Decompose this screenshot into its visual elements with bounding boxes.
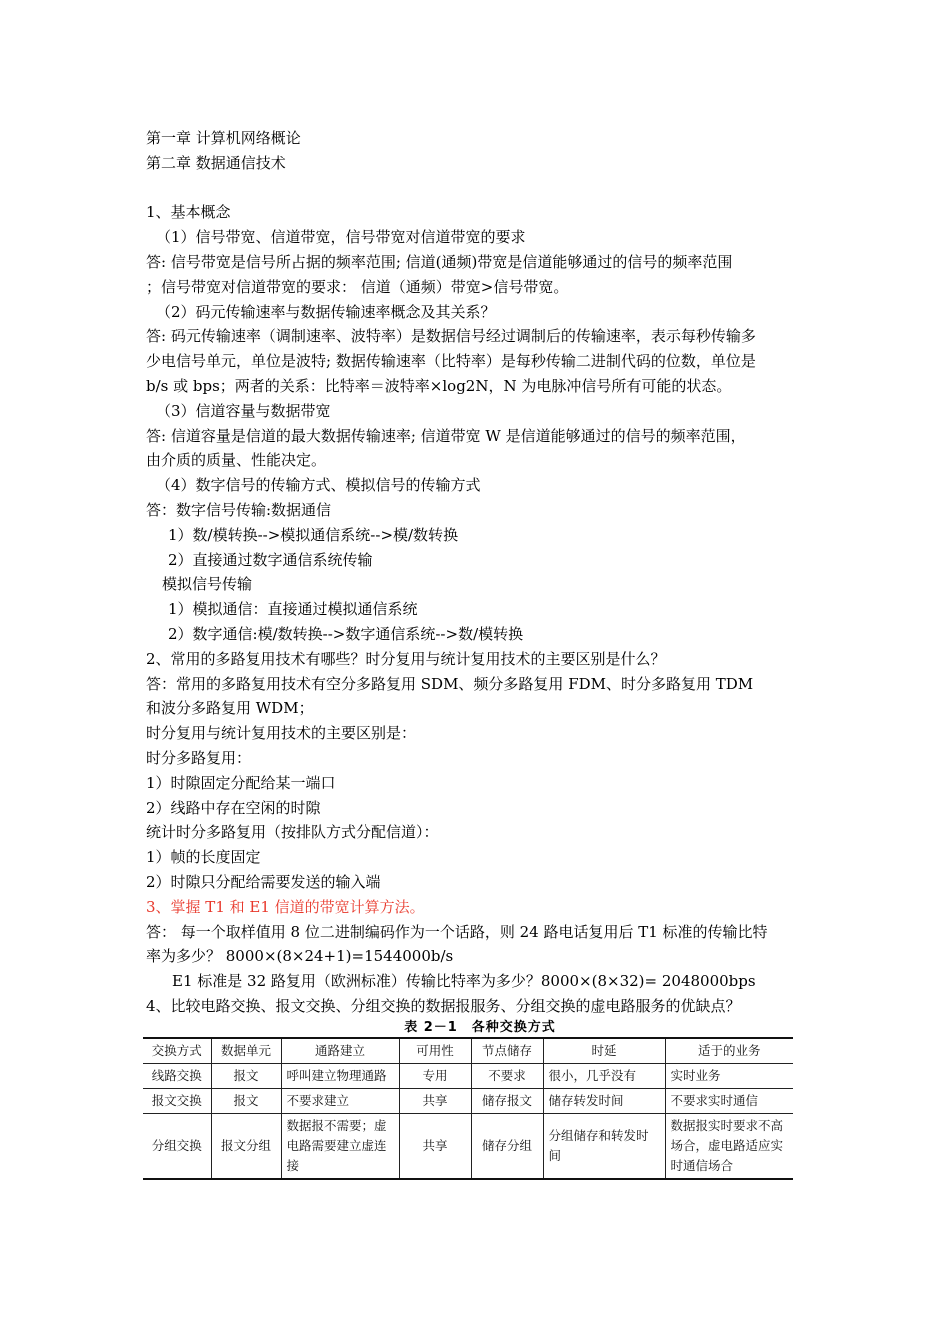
answer-1-2-line-3: b/s 或 bps；两者的关系：比特率＝波特率×log2N，N 为电脉冲信号所有可能的状态。 xyxy=(146,376,732,395)
table-cell: 储存转发时间 xyxy=(543,1089,665,1114)
answer-1-1-line-1: 答: 信号带宽是信号所占据的频率范围; 信道(通频)带宽是信道能够通过的信号的频率范围 xyxy=(146,252,733,271)
stdm-heading: 统计时分多路复用（按排队方式分配信道）： xyxy=(146,823,439,842)
stdm-item-1: 1）帧的长度固定 xyxy=(146,848,261,867)
table-cell: 共享 xyxy=(399,1089,471,1114)
header-cell: 通路建立 xyxy=(281,1038,399,1064)
stdm-item-2: 2）时隙只分配给需要发送的输入端 xyxy=(146,872,381,891)
switching-comparison-table xyxy=(143,1037,793,1180)
answer-1-4-analog: 模拟信号传输 xyxy=(162,575,253,594)
answer-1-4-digital-item-2: 2）直接通过数字通信系统传输 xyxy=(168,550,373,569)
table-cell: 不要求实时通信 xyxy=(665,1089,793,1114)
answer-2-line-3: 时分复用与统计复用技术的主要区别是： xyxy=(146,724,417,743)
table-cell: 呼叫建立物理通路 xyxy=(281,1064,399,1089)
header-cell: 可用性 xyxy=(399,1038,471,1064)
question-3: 3、掌握 T1 和 E1 信道的带宽计算方法。 xyxy=(146,897,425,916)
table-cell: 专用 xyxy=(399,1064,471,1089)
chapter-1-title: 第一章 计算机网络概论 xyxy=(146,129,301,147)
table-cell: 不要求 xyxy=(471,1064,543,1089)
answer-1-4-analog-item-1: 1）模拟通信：直接通过模拟通信系统 xyxy=(168,600,418,619)
table-cell: 分组储存和转发时间 xyxy=(543,1114,665,1180)
table-cell: 数据报实时要求不高场合，虚电路适应实时通信场合 xyxy=(665,1114,793,1180)
table-cell: 报文分组 xyxy=(211,1114,281,1180)
table-row xyxy=(143,1064,793,1089)
header-cell: 适于的业务 xyxy=(665,1038,793,1064)
answer-1-4-digital-item-1: 1）数/模转换-->模拟通信系统-->模/数转换 xyxy=(168,525,459,544)
tdm-item-2: 2）线路中存在空闲的时隙 xyxy=(146,798,321,817)
blank-line xyxy=(146,176,811,201)
document-body xyxy=(146,126,811,1019)
table-header-row xyxy=(143,1038,793,1064)
header-cell: 数据单元 xyxy=(211,1038,281,1064)
table-cell: 储存分组 xyxy=(471,1114,543,1180)
answer-1-3-line-1: 答: 信道容量是信道的最大数据传输速率; 信道带宽 W 是信道能够通过的信号的频率范围， xyxy=(146,426,746,445)
table-cell: 报文交换 xyxy=(143,1089,211,1114)
question-1-2: （2）码元传输速率与数据传输速率概念及其关系？ xyxy=(156,302,496,321)
answer-3-line-2: 率为多少？ 8000×(8×24+1)=1544000b/s xyxy=(146,947,454,966)
answer-1-2-line-2: 少电信号单元，单位是波特; 数据传输速率（比特率）是每秒传输二进制代码的位数，单位是 xyxy=(146,352,756,371)
chapter-2-title: 第二章 数据通信技术 xyxy=(146,153,286,172)
table-caption: 表 2－1 各种交换方式 xyxy=(404,1020,556,1035)
table-cell: 报文 xyxy=(211,1089,281,1114)
header-cell: 交换方式 xyxy=(143,1038,211,1064)
answer-1-4-digital: 答：数字信号传输:数据通信 xyxy=(146,500,332,519)
answer-1-3-line-2: 由介质的质量、性能决定。 xyxy=(146,451,327,470)
table-cell: 不要求建立 xyxy=(281,1089,399,1114)
answer-2-line-1: 答：常用的多路复用技术有空分多路复用 SDM、频分多路复用 FDM、时分多路复用 TDM xyxy=(146,674,754,693)
table-cell: 很小，几乎没有 xyxy=(543,1064,665,1089)
table-cell: 储存报文 xyxy=(471,1089,543,1114)
question-1-1: （1）信号带宽、信道带宽，信号带宽对信道带宽的要求 xyxy=(156,228,526,247)
question-1-3: （3）信道容量与数据带宽 xyxy=(156,401,331,420)
table-cell: 实时业务 xyxy=(665,1064,793,1089)
header-cell: 节点储存 xyxy=(471,1038,543,1064)
answer-2-line-2: 和波分多路复用 WDM； xyxy=(146,699,314,718)
section-1-heading: 1、基本概念 xyxy=(146,203,231,222)
table-cell: 报文 xyxy=(211,1064,281,1089)
question-4: 4、比较电路交换、报文交换、分组交换的数据报服务、分组交换的虚电路服务的优缺点？ xyxy=(146,996,741,1015)
question-2: 2、常用的多路复用技术有哪些？时分复用与统计复用技术的主要区别是什么？ xyxy=(146,649,666,668)
header-cell: 时延 xyxy=(543,1038,665,1064)
answer-3-line-1: 答： 每一个取样值用 8 位二进制编码作为一个话路，则 24 路电话复用后 T1 标准的传输比特 xyxy=(146,922,768,941)
answer-1-1-line-2: ；信号带宽对信道带宽的要求： 信道（通频）带宽>信号带宽。 xyxy=(146,277,569,296)
tdm-heading: 时分多路复用： xyxy=(146,748,252,767)
table-row xyxy=(143,1114,793,1180)
answer-1-4-analog-item-2: 2）数字通信:模/数转换-->数字通信系统-->数/模转换 xyxy=(168,624,524,643)
table-cell: 数据报不需要；虚电路需要建立虚连接 xyxy=(281,1114,399,1180)
table-row xyxy=(143,1089,793,1114)
answer-1-2-line-1: 答: 码元传输速率（调制速率、波特率）是数据信号经过调制后的传输速率，表示每秒传输多 xyxy=(146,327,756,346)
table-cell: 共享 xyxy=(399,1114,471,1180)
table-cell: 线路交换 xyxy=(143,1064,211,1089)
question-1-4: （4）数字信号的传输方式、模拟信号的传输方式 xyxy=(156,476,481,495)
table-cell: 分组交换 xyxy=(143,1114,211,1180)
answer-3-line-3: E1 标准是 32 路复用（欧洲标准）传输比特率为多少？8000×(8×32)= 2048000bps xyxy=(172,972,756,991)
tdm-item-1: 1）时隙固定分配给某一端口 xyxy=(146,773,336,792)
